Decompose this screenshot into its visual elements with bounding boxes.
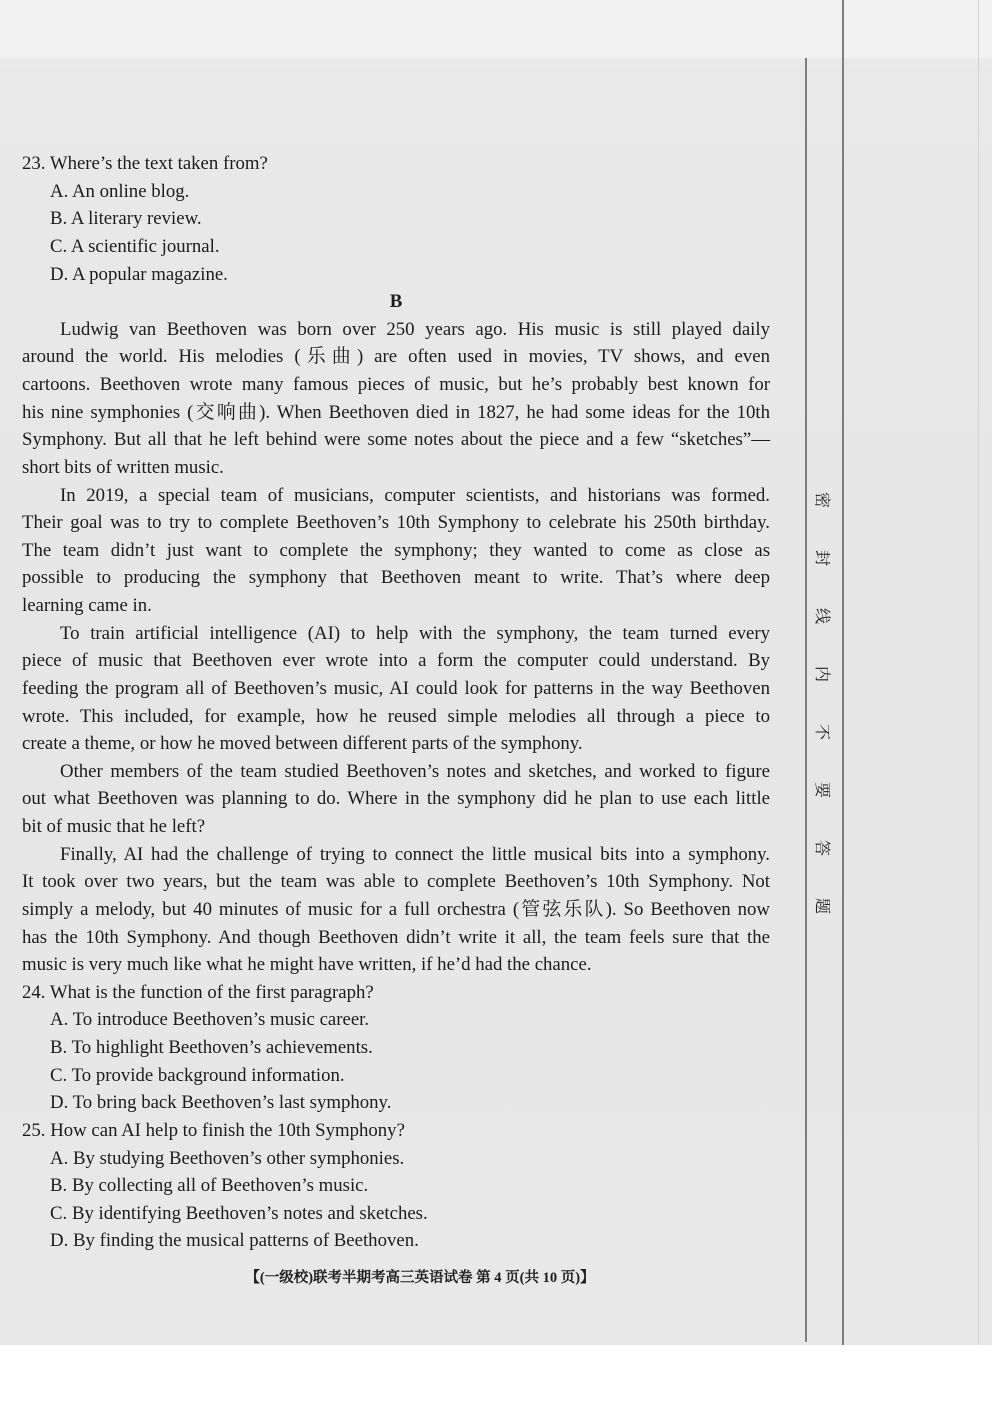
option-letter: C. — [50, 235, 68, 257]
question-number: 24. — [22, 981, 46, 1003]
question-text: How can AI help to finish the 10th Symphony? — [50, 1119, 405, 1141]
option-text: A popular magazine. — [71, 263, 228, 285]
passage-line: out what Beethoven was planning to do. Where in the symphony did he plan to use each little — [22, 788, 770, 810]
option-text: To provide background information. — [71, 1064, 345, 1086]
option-letter: D. — [50, 263, 69, 285]
option-text: A scientific journal. — [70, 235, 220, 257]
question-24-option-a — [22, 1006, 770, 1034]
passage-label: B — [389, 291, 403, 313]
passage-paragraph-2 — [22, 482, 770, 620]
option-letter: A. — [50, 180, 69, 202]
exam-content — [22, 150, 770, 1255]
passage-line: his nine symphonies (交响曲). When Beethoven died in 1827, he had some ideas for the 10th — [22, 401, 770, 423]
question-number: 23. — [22, 153, 46, 174]
passage-line: feeding the program all of Beethoven’s music, AI could look for patterns in the way Beethoven — [22, 677, 770, 699]
passage-line: piece of music that Beethoven ever wrote into a form the computer could understand. By — [22, 650, 770, 672]
option-text: A literary review. — [70, 208, 202, 230]
question-25-option-a — [22, 1145, 770, 1173]
option-text: By identifying Beethoven’s notes and sketches. — [71, 1202, 428, 1224]
page-right-edge — [978, 0, 979, 1345]
page-footer: 【(一级校)联考半期考高三英语试卷 第 4 页(共 10 页)】 — [245, 1270, 595, 1286]
question-25-stem — [22, 1117, 770, 1145]
option-letter: D. — [50, 1092, 69, 1114]
option-letter: C. — [50, 1064, 68, 1086]
question-24-option-d — [22, 1089, 770, 1117]
passage-line: create a theme, or how he moved between different parts of the symphony. — [22, 733, 583, 755]
binding-line-inner — [805, 58, 807, 1342]
passage-paragraph-1 — [22, 316, 770, 482]
option-letter: B. — [50, 1037, 68, 1058]
option-letter: A. — [50, 1009, 69, 1031]
option-letter: B. — [50, 208, 68, 230]
passage-line: short bits of written music. — [22, 456, 224, 478]
passage-line: The team didn’t just want to complete the symphony; they wanted to come as close as — [22, 539, 770, 561]
option-letter: A. — [50, 1147, 69, 1169]
passage-line: It took over two years, but the team was able to complete Beethoven’s 10th Symphony. Not — [22, 871, 770, 893]
question-23-option-a — [22, 178, 770, 206]
question-25-option-b — [22, 1172, 770, 1200]
passage-line: Finally, AI had the challenge of trying to connect the little musical bits into a symphony. — [60, 843, 770, 865]
option-text: By collecting all of Beethoven’s music. — [71, 1175, 369, 1197]
question-23-option-b — [22, 205, 770, 233]
question-24-stem — [22, 979, 770, 1007]
question-text: Where’s the text taken from? — [49, 153, 268, 174]
option-text: To highlight Beethoven’s achievements. — [71, 1037, 373, 1058]
passage-line: possible to producing the symphony that Beethoven meant to write. That’s where deep — [22, 567, 770, 589]
question-25-option-d — [22, 1227, 770, 1255]
passage-line: music is very much like what he might have written, if he’d had the chance. — [22, 954, 592, 976]
question-25-option-c — [22, 1200, 770, 1228]
passage-line: To train artificial intelligence (AI) to help with the symphony, the team turned every — [60, 622, 770, 644]
passage-line: wrote. This included, for example, how he reused simple melodies all through a piece to — [22, 705, 770, 727]
passage-line: Ludwig van Beethoven was born over 250 years ago. His music is still played daily — [60, 318, 770, 340]
passage-line: In 2019, a special team of musicians, computer scientists, and historians was formed. — [60, 484, 770, 506]
option-letter: C. — [50, 1202, 68, 1224]
option-text: By finding the musical patterns of Beethoven. — [72, 1230, 419, 1252]
passage-line: around the world. His melodies (乐曲) are often used in movies, TV shows, and even — [22, 346, 770, 368]
passage-line: learning came in. — [22, 595, 152, 616]
passage-paragraph-3 — [22, 620, 770, 758]
question-number: 25. — [22, 1119, 46, 1141]
question-23-option-c — [22, 233, 770, 261]
passage-line: Symphony. But all that he left behind were some notes about the piece and a few “sketches”— — [22, 429, 770, 451]
passage-line: Their goal was to try to complete Beethoven’s 10th Symphony to celebrate his 250th birthday. — [22, 512, 770, 534]
question-23-option-d — [22, 261, 770, 289]
option-text: An online blog. — [71, 180, 190, 202]
option-text: By studying Beethoven’s other symphonies. — [72, 1147, 405, 1169]
passage-line: has the 10th Symphony. And though Beethoven didn’t write it all, the team feels sure that the — [22, 926, 770, 948]
passage-line: simply a melody, but 40 minutes of music for a full orchestra (管弦乐队). So Beethoven now — [22, 898, 770, 920]
option-letter: B. — [50, 1175, 68, 1197]
question-24-option-c — [22, 1062, 770, 1090]
question-24-option-b — [22, 1034, 770, 1062]
binding-line-outer — [842, 0, 844, 1345]
option-text: To introduce Beethoven’s music career. — [72, 1009, 370, 1031]
passage-line: bit of music that he left? — [22, 816, 206, 837]
passage-line: Other members of the team studied Beethoven’s notes and sketches, and worked to figure — [60, 760, 770, 782]
option-text: To bring back Beethoven’s last symphony. — [72, 1092, 392, 1114]
passage-paragraph-4 — [22, 758, 770, 841]
passage-line: cartoons. Beethoven wrote many famous pieces of music, but he’s probably best known for — [22, 374, 770, 395]
passage-paragraph-5 — [22, 841, 770, 979]
binding-margin-note: 密封线内不要答题 — [813, 492, 832, 957]
option-letter: D. — [50, 1230, 69, 1252]
question-23-stem — [22, 150, 770, 178]
question-text: What is the function of the first paragraph? — [49, 981, 374, 1003]
